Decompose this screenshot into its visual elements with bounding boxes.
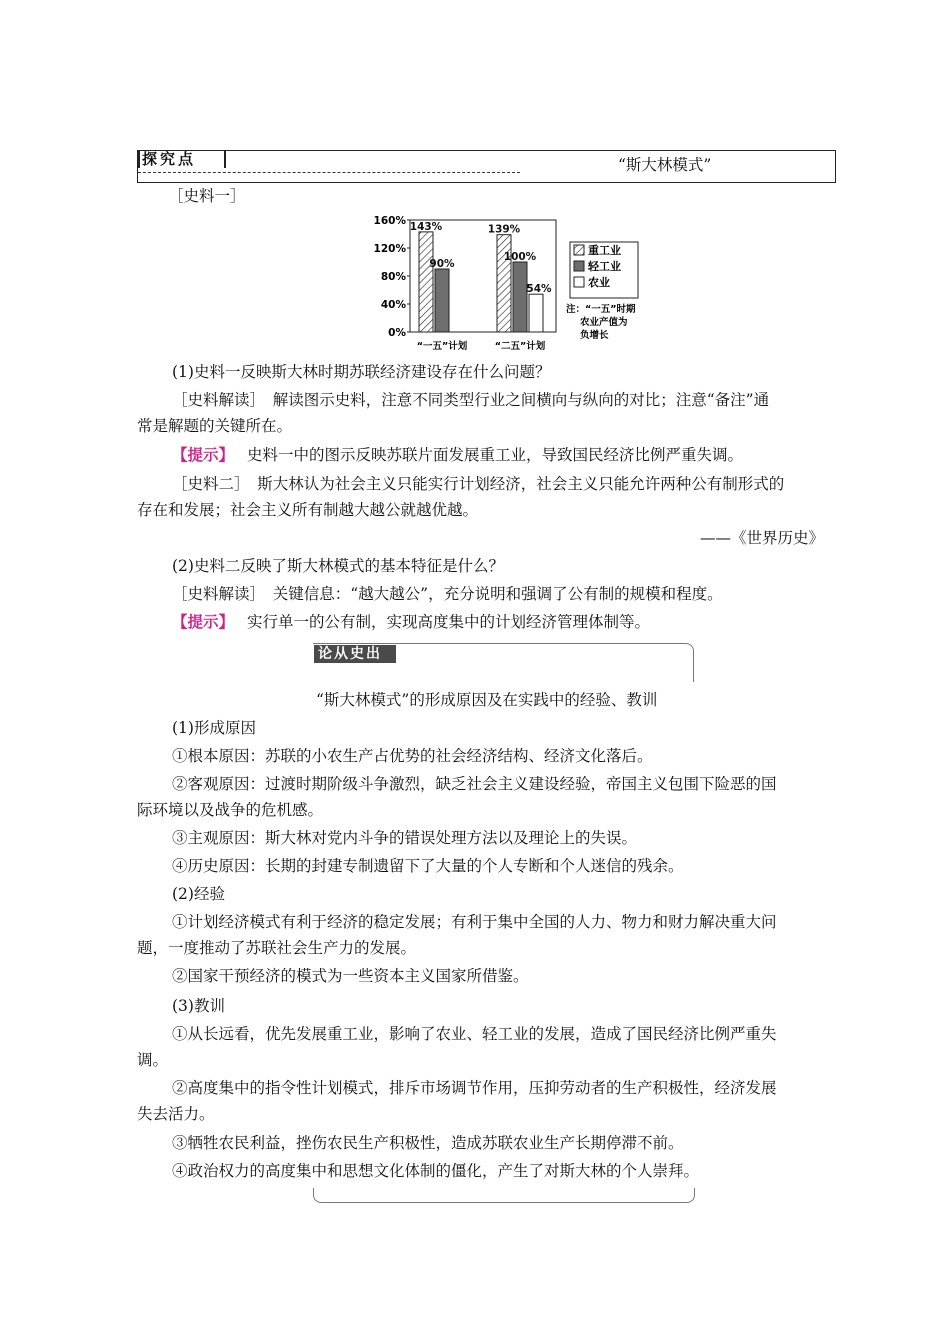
hint-text: 史料一中的图示反映苏联片面发展重工业，导致国民经济比例严重失调。 [246, 446, 743, 464]
x-tick-label: “一五”计划 [416, 341, 468, 352]
material2-text-cont: 存在和发展；社会主义所有制越大越公就越优越。 [137, 501, 479, 519]
cause-2: ②客观原因：过渡时期阶级斗争激烈，缺乏社会主义建设经验，帝国主义包围下险恶的国 [172, 775, 777, 793]
cause-1: ①根本原因：苏联的小农生产占优势的社会经济结构、经济文化落后。 [172, 747, 653, 765]
lessons-heading: (3)教训 [172, 997, 225, 1015]
q2-question: (2)史料二反映了斯大林模式的基本特征是什么？ [172, 557, 504, 575]
chart-legend [566, 242, 638, 341]
legend-label: 农业 [588, 276, 610, 289]
data-label: 143% [409, 220, 443, 233]
y-tick-label: 80% [380, 271, 406, 283]
chart-note: 负增长 [580, 330, 609, 341]
lun-box-bottom [313, 1188, 695, 1203]
data-label: 54% [526, 283, 552, 296]
y-tick-label: 0% [388, 327, 406, 339]
section-label: 探究点 [138, 151, 226, 168]
lesson-1: ①从长远看，优先发展重工业，影响了农业、轻工业的发展，造成了国民经济比例严重失 [172, 1025, 777, 1043]
x-tick-label: “二五”计划 [494, 341, 546, 352]
experience-2: ②国家干预经济的模式为一些资本主义国家所借鉴。 [172, 967, 529, 985]
hint-label: 【提示】 [172, 445, 235, 464]
lun-title: “斯大林模式”的形成原因及在实践中的经验、教训 [316, 691, 658, 709]
y-tick-label: 160% [373, 215, 406, 227]
cause-2-cont: 际环境以及战争的危机感。 [137, 801, 324, 819]
hint-text: 实行单一的公有制，实现高度集中的计划经济管理体制等。 [246, 613, 650, 631]
lun-box-top [313, 643, 694, 682]
experience-1-cont: 题，一度推动了苏联社会生产力的发展。 [137, 939, 417, 957]
experience-heading: (2)经验 [172, 885, 225, 903]
lesson-3: ③牺牲农民利益，挫伤农民生产积极性，造成苏联农业生产长期停滞不前。 [172, 1134, 684, 1152]
section-divider [138, 172, 520, 173]
cause-3: ③主观原因：斯大林对党内斗争的错误处理方法以及理论上的失误。 [172, 829, 638, 847]
cause-4: ④历史原因：长期的封建专制遗留下了大量的个人专断和个人迷信的残余。 [172, 857, 684, 875]
legend-swatch [574, 261, 584, 271]
bar [419, 232, 433, 332]
q2-interpretation: ［史料解读］ 关键信息：“越大越公”，充分说明和强调了公有制的规模和程度。 [172, 585, 723, 603]
chart-marks [410, 221, 552, 332]
legend-swatch [574, 277, 584, 287]
q2-hint [172, 612, 650, 632]
bar [497, 235, 511, 332]
bar [529, 294, 543, 332]
q1-interpretation: ［史料解读］ 解读图示史料，注意不同类型行业之间横向与纵向的对比；注意“备注”通 [172, 391, 770, 409]
section-header [137, 150, 836, 183]
q1-interpretation-cont: 常是解题的关键所在。 [137, 417, 293, 435]
production-chart [370, 212, 670, 354]
q1-question: (1)史料一反映斯大林时期苏联经济建设存在什么问题？ [172, 363, 551, 381]
legend-label: 轻工业 [588, 260, 621, 273]
chart-note: 注：“一五”时期 [566, 304, 636, 315]
section-title: “斯大林模式” [618, 156, 712, 174]
material1-label: ［史料一］ [168, 187, 246, 205]
material2-source: ——《世界历史》 [700, 529, 825, 547]
data-label: 90% [429, 258, 455, 270]
y-tick-label: 40% [380, 299, 406, 311]
legend-label: 重工业 [588, 244, 621, 257]
experience-1: ①计划经济模式有利于经济的稳定发展；有利于集中全国的人力、物力和财力解决重大问 [172, 913, 777, 931]
chart-note: 农业产值为 [580, 317, 628, 328]
lesson-1-cont: 调。 [137, 1051, 169, 1069]
q1-hint [172, 445, 743, 465]
lesson-2-cont: 失去活力。 [137, 1105, 215, 1123]
bar [513, 262, 527, 332]
data-label: 139% [487, 223, 521, 236]
material2-text: ［史料二］ 斯大林认为社会主义只能实行计划经济，社会主义只能允许两种公有制形式的 [172, 475, 785, 493]
lesson-2: ②高度集中的指令性计划模式，排斥市场调节作用，压抑劳动者的生产积极性，经济发展 [172, 1079, 777, 1097]
legend-swatch [574, 245, 584, 255]
lesson-4: ④政治权力的高度集中和思想文化体制的僵化，产生了对斯大林的个人崇拜。 [172, 1162, 700, 1180]
bar [435, 269, 449, 332]
hint-label: 【提示】 [172, 612, 235, 631]
data-label: 100% [503, 251, 537, 263]
y-tick-label: 120% [373, 243, 406, 255]
causes-heading: (1)形成原因 [172, 719, 256, 737]
lun-tag: 论从史出 [314, 645, 396, 663]
